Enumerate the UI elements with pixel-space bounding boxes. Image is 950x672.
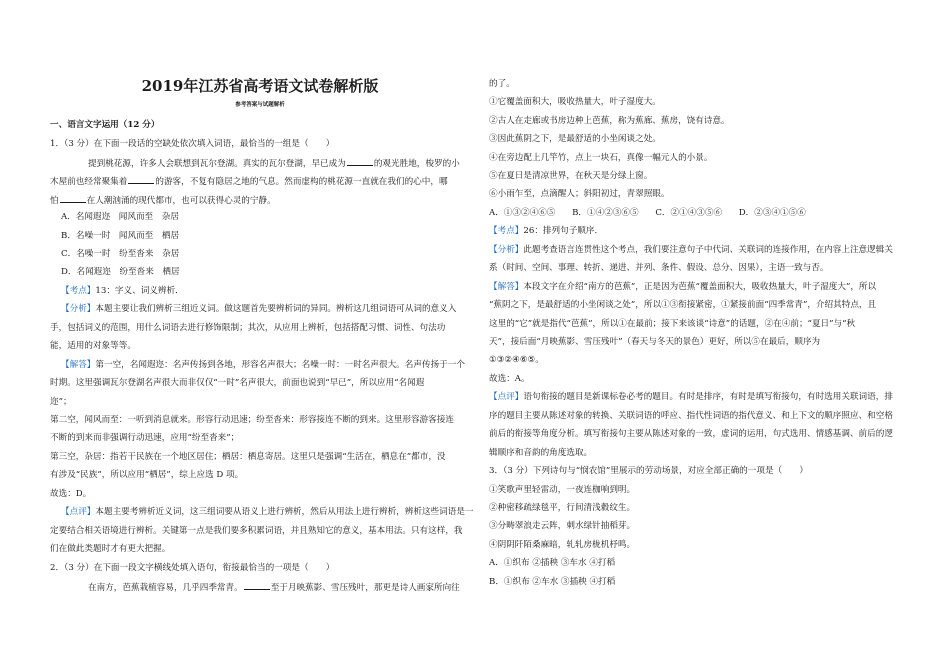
q2-stem: 2．（3 分）在下面一段文字横线处填入语句，衔接最恰当的一项是（ ） <box>50 563 335 573</box>
q1-jieda-line: 【解答】第一空，名闻遐迩：名声传扬到各地，形容名声很大；名噪一时：一时名声很大。名声传扬于一个 <box>61 360 465 370</box>
q2-item: ④在旁边配上几竿竹，点上一块石，真像一幅元人的小景。 <box>489 153 713 163</box>
q2-option: A．①③②④⑥⑤ <box>489 208 556 218</box>
fill-blank[interactable] <box>60 195 86 203</box>
q1-jieda-line: 有涉及“民族”，所以应用“栖居”，综上应选 D 项。 <box>50 470 244 480</box>
q1-passage-line: 提到桃花源，许多人会联想到瓦尔登湖。真实的瓦尔登湖，早已成为 的观光胜地，梭罗的小 <box>88 159 460 169</box>
fill-blank[interactable] <box>244 582 270 590</box>
q3-item: ①笑歌声里轻雷动，一夜连枷响到明。 <box>489 485 636 495</box>
q2-option: D．②③④①⑤⑥ <box>738 208 806 218</box>
q3-option: B．①织布 ②车水 ③插秧 ④打稻 <box>489 577 616 587</box>
dianping-tag: 【点评】 <box>489 392 524 402</box>
q1-fenxi-line: 能，适用的对象等等。 <box>50 341 136 351</box>
q2-option: C．②①④③⑤⑥ <box>655 208 723 218</box>
q1-fenxi-line: 手，包括词义的范围，用什么词语去进行修饰限制；其次，从应用上辨析，包括搭配习惯、词性、句法功 <box>50 323 446 333</box>
fill-blank[interactable] <box>347 158 373 166</box>
q1-jieda-line: 不断的到来而非强调行动迅速，应用“纷至沓来”； <box>50 433 240 443</box>
q2-item: ②古人在走廊或书房边种上芭蕉，称为蕉廊、蕉房，饶有诗意。 <box>489 116 730 126</box>
q2-item: ⑤在夏日是清凉世界，在秋天是分绿上窗。 <box>489 171 653 181</box>
document-title: 2019年江苏省高考语文试卷解析版 <box>141 77 379 95</box>
q2-passage-line: 在南方，芭蕉栽植容易，几乎四季常青。 至于月映蕉影、雪压残叶，那更是诗人画家所向往 <box>88 583 460 593</box>
q1-passage-line: 木屋前也经常聚集着 的游客，不复有隐居之地的气息。然而虚构的桃花源一直就在我们的心中，哪 <box>50 177 448 187</box>
q1-jieda-line: 迩”； <box>50 397 72 407</box>
q2-options <box>489 209 806 218</box>
fenxi-tag: 【分析】 <box>61 304 96 314</box>
q2-dianping-line: 【点评】语句衔接的题目是新课标卷必考的题目。有时是排序，有时是填写衔接句，有时选用关联词语，排 <box>489 392 893 402</box>
q3-option: A．①织布 ②插秧 ③车水 ④打稻 <box>489 558 616 568</box>
jieda-tag: 【解答】 <box>489 282 524 292</box>
q3-item: ②种密移疏绿毯平，行间清浅縠纹生。 <box>489 503 636 513</box>
document-subtitle: 参考答案与试题解析 <box>235 102 285 108</box>
jieda-tag: 【解答】 <box>61 360 96 370</box>
dianping-tag: 【点评】 <box>61 507 96 517</box>
q1-kaodian: 【考点】13：字义、词义辨析． <box>61 286 184 296</box>
q2-item: ③因此蕉阴之下，是最舒适的小坐闲谈之处。 <box>489 134 661 144</box>
q2-fenxi-line: 系（时间、空间、事理、转折、递进、并列、条件、假设、总分、因果），主语一致与否。 <box>489 263 829 273</box>
kaodian-tag: 【考点】 <box>61 286 96 296</box>
q2-passage-line: 的了。 <box>489 79 515 89</box>
fill-blank[interactable] <box>128 176 154 184</box>
q2-dianping-line: 辑顺序和音韵的角度选取。 <box>489 448 593 458</box>
q2-jieda-line: 天”，接后面“月映蕉影、雪压残叶”（春天与冬天的景色）更好，所以⑤在最后，顺序为 <box>489 337 821 347</box>
q2-dianping-line: 序的题目主要从陈述对象的转换、关联词语的呼应、指代性词语的指代意义、和上下文的顺序照应、和空格 <box>489 411 893 421</box>
q2-jieda-line: 【解答】本段文字在介绍“南方的芭蕉”，正是因为芭蕉“覆盖面积大，吸收热量大，叶子湿度大”，所以 <box>489 282 877 292</box>
q1-answer: 故选：D。 <box>50 489 92 499</box>
q2-item: ⑥小雨乍至，点滴醒人；斜阳初过，青翠照眼。 <box>489 189 670 199</box>
q1-jieda-line: 第三空，杂居：指若干民族在一个地区居住；栖居：栖息寄居。这里只是强调“生活在，栖息在”都市，没 <box>50 452 446 462</box>
q1-dianping-line: 定要结合相关语境进行辨析。关键第一点是我们要多积累词语，并且熟知它的意义，基本用法。只有这样，我 <box>50 526 463 536</box>
q1-jieda-line: 时期。这里强调瓦尔登湖名声很大而非仅仅“一时”名声很大，前面也说到“早已”，所以应用“名闻遐 <box>50 378 425 388</box>
q1-fenxi-line: 【分析】本题主要让我们辨析三组近义词。做这题首先要辨析词的异同。辨析这几组词语可从词的意义入 <box>61 304 457 314</box>
q1-option: D．名闻遐迩 纷至沓来 栖居 <box>61 267 180 277</box>
kaodian-tag: 【考点】 <box>489 226 524 236</box>
q1-dianping-line: 【点评】本题主要考辨析近义词，这三组词要从语义上进行辨析，然后从用法上进行辨析，辨析这些词语是一 <box>61 507 474 517</box>
q1-stem: 1．（3 分）在下面一段话的空缺处依次填入词语，最恰当的一组是（ ） <box>50 139 335 149</box>
q2-kaodian: 【考点】26：排列句子顺序． <box>489 226 604 236</box>
q3-stem: 3．（3 分）下列诗句与“悯农馆”里展示的劳动场景，对应全部正确的一项是（ ） <box>489 466 808 476</box>
q2-item: ①它覆盖面积大，吸收热量大，叶子湿度大。 <box>489 97 661 107</box>
q2-jieda-line: 这里的“它”就是指代“芭蕉”，所以①在最前；接下来该谈“诗意”的话题，②在④前；“夏日”与“秋 <box>489 319 856 329</box>
section-heading: 一、语言文字运用（12 分） <box>50 120 160 130</box>
q2-jieda-line: “蕉阴之下，是最舒适的小坐闲谈之处”，所以①③衔接紧密，①紧接前面“四季常青”，介绍其特点，且 <box>489 300 877 310</box>
q3-item: ④阴阴阡陌桑麻暗，轧轧房栊机杼鸣。 <box>489 540 636 550</box>
q2-option: B．①④②③⑥⑤ <box>572 208 639 218</box>
q1-dianping-line: 们在做此类题时才有更大把握。 <box>50 544 171 554</box>
q2-answer: 故选：A。 <box>489 374 530 384</box>
q2-fenxi-line: 【分析】此题考查语言连贯性这个考点，我们要注意句子中代词、关联词的连接作用，在内容上注意逻辑关 <box>489 245 893 255</box>
q2-jieda-line: ①③②④⑥⑤。 <box>489 355 544 365</box>
q1-passage-line: 怕 在人潮汹涌的现代都市，也可以获得心灵的宁静。 <box>50 196 276 206</box>
q3-item: ③分畴翠浪走云阵，刺水绿针抽稻芽。 <box>489 521 636 531</box>
fenxi-tag: 【分析】 <box>489 245 524 255</box>
q1-option: C．名噪一时 纷至沓来 杂居 <box>61 249 180 259</box>
q1-option: A．名闻遐迩 闻风而至 杂居 <box>61 212 179 222</box>
q1-jieda-line: 第二空，闻风而至：一听到消息就来。形容行动迅速；纷至沓来：形容接连不断的到来。这里形容游客接连 <box>50 415 454 425</box>
q1-option: B．名噪一时 闻风而至 栖居 <box>61 231 180 241</box>
q2-dianping-line: 前后的衔接等角度分析。填写衔接句主要从陈述对象的一致，虚词的运用，句式选用、情感基调、前后的逻 <box>489 429 893 439</box>
